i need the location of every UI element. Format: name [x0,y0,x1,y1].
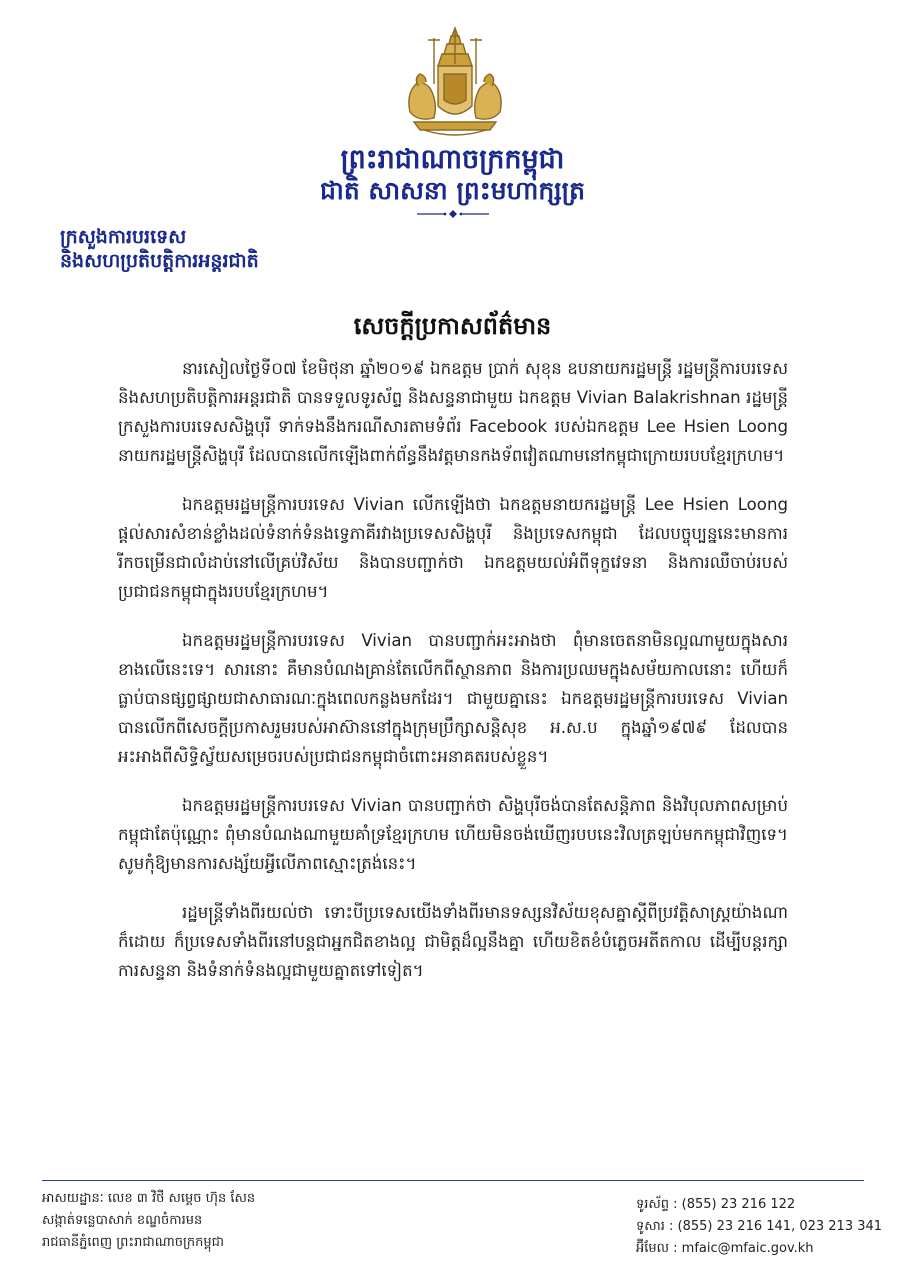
address-line-1: អាសយដ្ឋានៈ លេខ ៣ វិថី សម្តេច ហ៊ុន សែន [42,1191,256,1206]
address-line-3: រាជធានីភ្នំពេញ ព្រះរាជាណាចក្រកម្ពុជា [42,1235,224,1250]
footer-address [42,1188,462,1254]
phone-label: ទូរស័ព្ទ : [636,1197,678,1212]
fax-number: (855) 23 216 141, 023 213 341 [677,1219,883,1234]
footer-divider [42,1180,864,1181]
royal-coat-of-arms-icon [394,24,516,138]
paragraph-2: ឯកឧត្តមរដ្ឋមន្ត្រីការបរទេស Vivian លើកឡើងថា ឯកឧត្តមនាយករដ្ឋមន្ត្រី Lee Hsien Loong ផ្តល់សារសំខាន់ខ្លាំងដល់ទំនាក់ទំនងទ្វេភាគីរវាងប្រទេសសិង្ហបុរី និងប្រទេសកម្ពុជា ដែលបច្ចុប្បន្ននេះមានការរីកចម្រើនជាលំដាប់នៅលើគ្រប់វិស័យ និងបានបញ្ជាក់ថា ឯកឧត្តមយល់អំពីទុក្ខវេទនា និងការឈឺចាប់របស់ប្រជាជនកម្ពុជាក្នុងរបបខ្មែរក្រហម។ [118,495,788,601]
national-motto: ជាតិ សាសនា ព្រះមហាក្សត្រ [320,176,585,205]
ornament-divider [415,209,491,219]
fax-label: ទូសារ : [636,1219,674,1234]
paragraph-5: រដ្ឋមន្ត្រីទាំងពីរយល់ថា ទោះបីប្រទេសយើងទាំងពីរមានទស្សនវិស័យខុសគ្នាស្តីពីប្រវត្តិសាស្ត្រយ៉ាងណាក៏ដោយ ក៏ប្រទេសទាំងពីរនៅបន្តជាអ្នកជិតខាងល្អ ជាមិត្តដ៏ល្អនឹងគ្នា ហើយខិតខំបំភ្លេចអតីតកាល ដើម្បីបន្តរក្សាការសន្ទនា និងទំនាក់ទំនងល្អជាមួយគ្នាតទៅទៀត។ [118,903,788,980]
email-label: អ៊ីមែល : [636,1241,678,1256]
document-title: សេចក្តីប្រកាសព័ត៌មាន [353,311,552,340]
paragraph-1: នារសៀលថ្ងៃទី០៧ ខែមិថុនា ឆ្នាំ២០១៩ ឯកឧត្តម ប្រាក់ សុខុន ឧបនាយករដ្ឋមន្ត្រី រដ្ឋមន្ត្រីការបរទេស និងសហប្រតិបត្តិការអន្តរជាតិ បានទទួលទូរស័ព្ទ និងសន្ទនាជាមួយ ឯកឧត្តម Vivian Balakrishnan រដ្ឋមន្ត្រីក្រសួងការបរទេសសិង្ហបុរី ទាក់ទងនឹងករណីសារតាមទំព័រ Facebook របស់ឯកឧត្តម Lee Hsien Loong នាយករដ្ឋមន្ត្រីសិង្ហបុរី ដែលបានលើកឡើងពាក់ព័ន្ធនឹងវត្តមានកងទ័ពវៀតណាមនៅកម្ពុជាក្រោយរបបខ្មែរក្រហម។ [118,359,788,465]
paragraph-4: ឯកឧត្តមរដ្ឋមន្ត្រីការបរទេស Vivian បានបញ្ជាក់ថា សិង្ហបុរីចង់បានតែសន្តិភាព និងវិបុលភាពសម្រាប់កម្ពុជាតែប៉ុណ្ណោះ ពុំមានបំណងណាមួយគាំទ្រខ្មែរក្រហម ហើយមិនចង់ឃើញរបបនេះវិលត្រឡប់មកកម្ពុជាវិញទេ។ សូមកុំឱ្យមានការសង្ស័យអ្វីលើភាពស្មោះត្រង់នេះ។ [118,796,788,873]
phone-number: (855) 23 216 122 [681,1197,796,1212]
phone-row [636,1194,886,1216]
email-row [636,1238,886,1260]
paragraph-3: ឯកឧត្តមរដ្ឋមន្ត្រីការបរទេស Vivian បានបញ្ជាក់អះអាងថា ពុំមានចេតនាមិនល្អណាមួយក្នុងសារខាងលើនេះទេ។ សារនោះ គឺមានបំណងគ្រាន់តែលើកពីស្ថានភាព និងការប្រឈមក្នុងសម័យកាលនោះ ហើយក៏ធ្លាប់បានផ្សព្វផ្សាយជាសាធារណៈក្នុងពេលកន្លងមកដែរ។ ជាមួយគ្នានេះ ឯកឧត្តមរដ្ឋមន្ត្រីការបរទេស Vivian បានលើកពីសេចក្តីប្រកាសរួមរបស់អាស៊ាននៅក្នុងក្រុមប្រឹក្សាសន្តិសុខ អ.ស.ប ក្នុងឆ្នាំ១៩៧៩ ដែលបានអះអាងពីសិទ្ធិស្វ័យសម្រេចរបស់ប្រជាជនកម្ពុជាចំពោះអនាគតរបស់ខ្លួន។ [118,631,788,766]
document-body [118,354,788,1005]
address-line-2: សង្កាត់ទន្លេបាសាក់ ខណ្ឌចំការមន [42,1213,203,1228]
kingdom-name: ព្រះរាជាណាចក្រកម្ពុជា [340,144,565,175]
footer-contact [636,1194,886,1260]
email-address[interactable]: mfaic@mfaic.gov.kh [681,1241,814,1256]
ministry-name-line1: ក្រសួងការបរទេស [60,226,187,248]
fax-row [636,1216,886,1238]
ministry-name-line2: និងសហប្រតិបត្តិការអន្តរជាតិ [60,250,259,272]
